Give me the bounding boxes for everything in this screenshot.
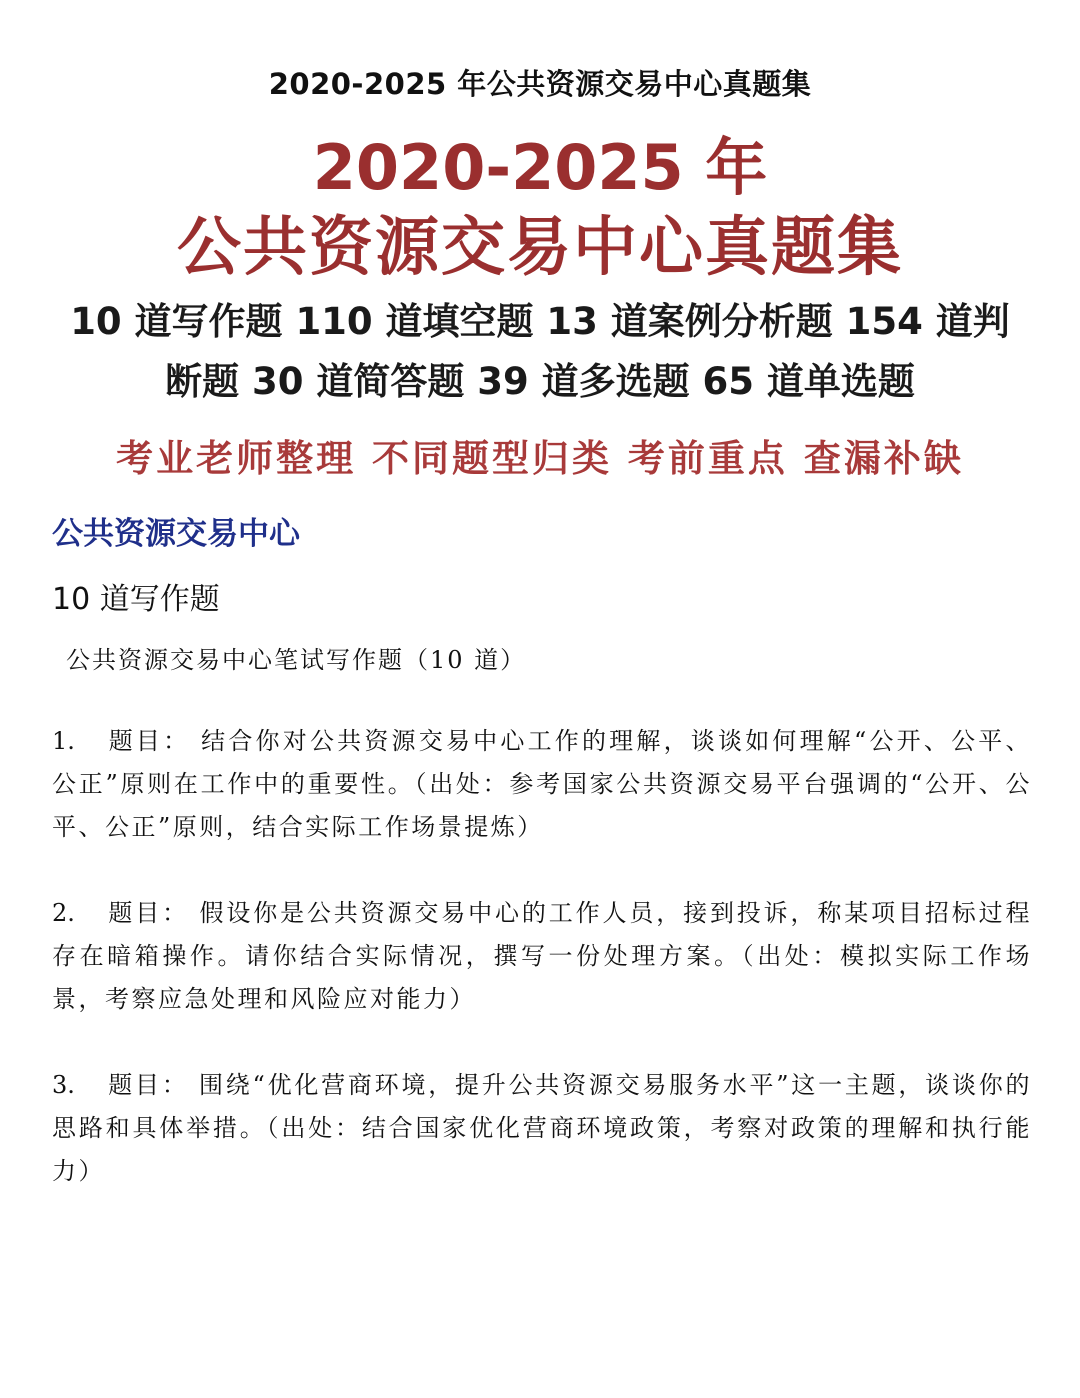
main-title-year: 2020-2025 年 [312, 131, 768, 204]
summary-line-1: 10 道写作题 110 道填空题 13 道案例分析题 154 道判 [70, 300, 1010, 343]
question-item-1 [52, 720, 1032, 849]
question-text: 题目： 围绕“优化营商环境，提升公共资源交易服务水平”这一主题，谈谈你的思路和具体举措。（出处：结合国家优化营商环境政策，考察对政策的理解和执行能力） [52, 1071, 1032, 1185]
question-count-summary [40, 292, 1040, 412]
question-item-2 [52, 892, 1032, 1021]
question-number: 3. [52, 1071, 75, 1099]
slogan: 考业老师整理 不同题型归类 考前重点 查漏补缺 [116, 436, 964, 480]
question-number: 2. [52, 899, 75, 927]
main-title-name: 公共资源交易中心真题集 [177, 211, 903, 285]
summary-line-2: 断题 30 道简答题 39 道多选题 65 道单选题 [165, 360, 915, 403]
question-list [52, 720, 1032, 1236]
running-header: 2020-2025 年公共资源交易中心真题集 [268, 67, 812, 101]
question-number: 1. [52, 727, 75, 755]
writing-questions-heading: 10 道写作题 [52, 582, 220, 617]
question-text: 题目： 结合你对公共资源交易中心工作的理解，谈谈如何理解“公开、公平、公正”原则在工作中的重要性。（出处：参考国家公共资源交易平台强调的“公开、公平、公正”原则，结合实际工作场景提炼） [52, 727, 1032, 841]
section-heading: 公共资源交易中心 [52, 516, 300, 552]
section-intro: 公共资源交易中心笔试写作题（10 道） [66, 646, 527, 674]
question-item-3 [52, 1064, 1032, 1193]
question-text: 题目： 假设你是公共资源交易中心的工作人员，接到投诉，称某项目招标过程存在暗箱操作。请你结合实际情况，撰写一份处理方案。（出处：模拟实际工作场景，考察应急处理和风险应对能力） [52, 899, 1032, 1013]
